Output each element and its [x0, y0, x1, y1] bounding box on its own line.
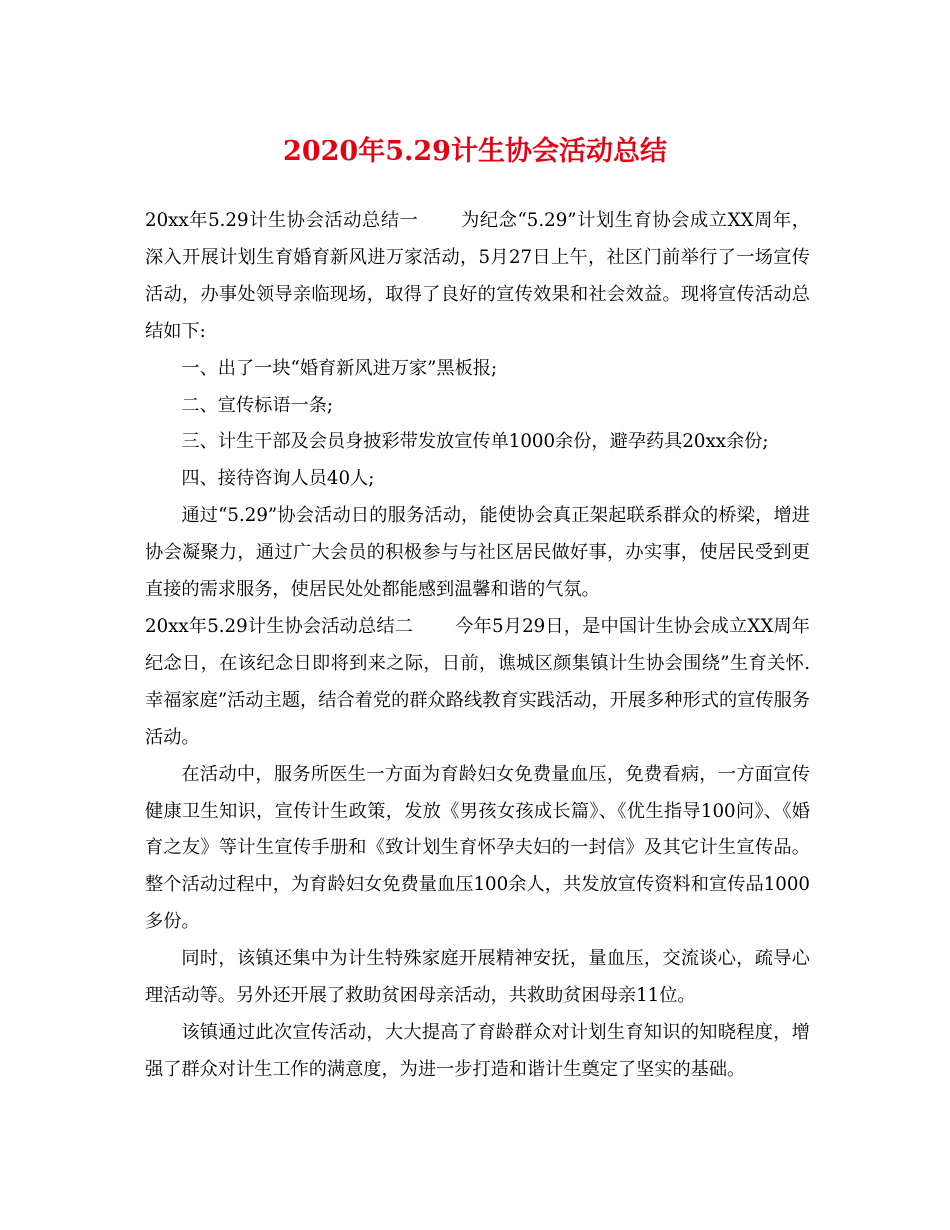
- paragraph-item-two: 二、宣传标语一条;: [181, 394, 334, 416]
- section-heading-one: 20xx年5.29计生协会活动总结一: [145, 210, 419, 231]
- paragraph-special-families: 同时，该镇还集中为计生特殊家庭开展精神安抚，量血压，交流谈心，疏导心理活动等。另外还开展了救助贫困母亲活动，共救助贫困母亲11位。: [145, 948, 810, 1007]
- paragraph-conclusion-one: 通过“5.29”协会活动日的服务活动，能使协会真正架起联系群众的桥梁，增进协会凝聚力，通过广大会员的积极参与与社区居民做好事，办实事，使居民受到更直接的需求服务，使居民处处都能感到温馨和谐的气氛。: [145, 505, 810, 601]
- paragraph-activities: 在活动中，服务所医生一方面为育龄妇女免费量血压，免费看病，一方面宣传健康卫生知识，宣传计生政策，发放《男孩女孩成长篇》、《优生指导100问》、《婚育之友》等计生宣传手册和《致计划生育怀孕夫妇的一封信》及其它计生宣传品。整个活动过程中，为育龄妇女免费量血压100余人，共发放宣传资料和宣传品1000多份。: [145, 763, 810, 933]
- paragraph-summary-two: [145, 609, 810, 757]
- document-title: 2020年5.29计生协会活动总结: [283, 136, 667, 167]
- paragraph-item-three: 三、计生干部及会员身披彩带发放宣传单1000余份，避孕药具20xx余份;: [181, 431, 769, 453]
- paragraph-conclusion-two: 该镇通过此次宣传活动，大大提高了育龄群众对计划生育知识的知晓程度，增强了群众对计生工作的满意度，为进一步打造和谐计生奠定了坚实的基础。: [145, 1021, 810, 1080]
- paragraph-text: 为纪念“5.29”计划生育协会成立XX周年，深入开展计划生育婚育新风进万家活动，5月27日上午，社区门前举行了一场宣传活动，办事处领导亲临现场，取得了良好的宣传效果和社会效益。现将宣传活动总结如下:: [145, 210, 810, 342]
- paragraph-item-one: 一、出了一块“婚育新风进万家”黑板报;: [181, 357, 498, 379]
- paragraph-item-four: 四、接待咨询人员40人;: [181, 468, 375, 490]
- document-body: [145, 203, 810, 1089]
- section-heading-two: 20xx年5.29计生协会活动总结二: [145, 615, 414, 637]
- paragraph-text: 今年5月29日，是中国计生协会成立XX周年纪念日，在该纪念日即将到来之际，日前，谯城区颜集镇计生协会围绕”生育关怀.幸福家庭”活动主题，结合着党的群众路线教育实践活动，开展多种形式的宣传服务活动。: [145, 615, 810, 748]
- paragraph-summary-one: [145, 203, 810, 351]
